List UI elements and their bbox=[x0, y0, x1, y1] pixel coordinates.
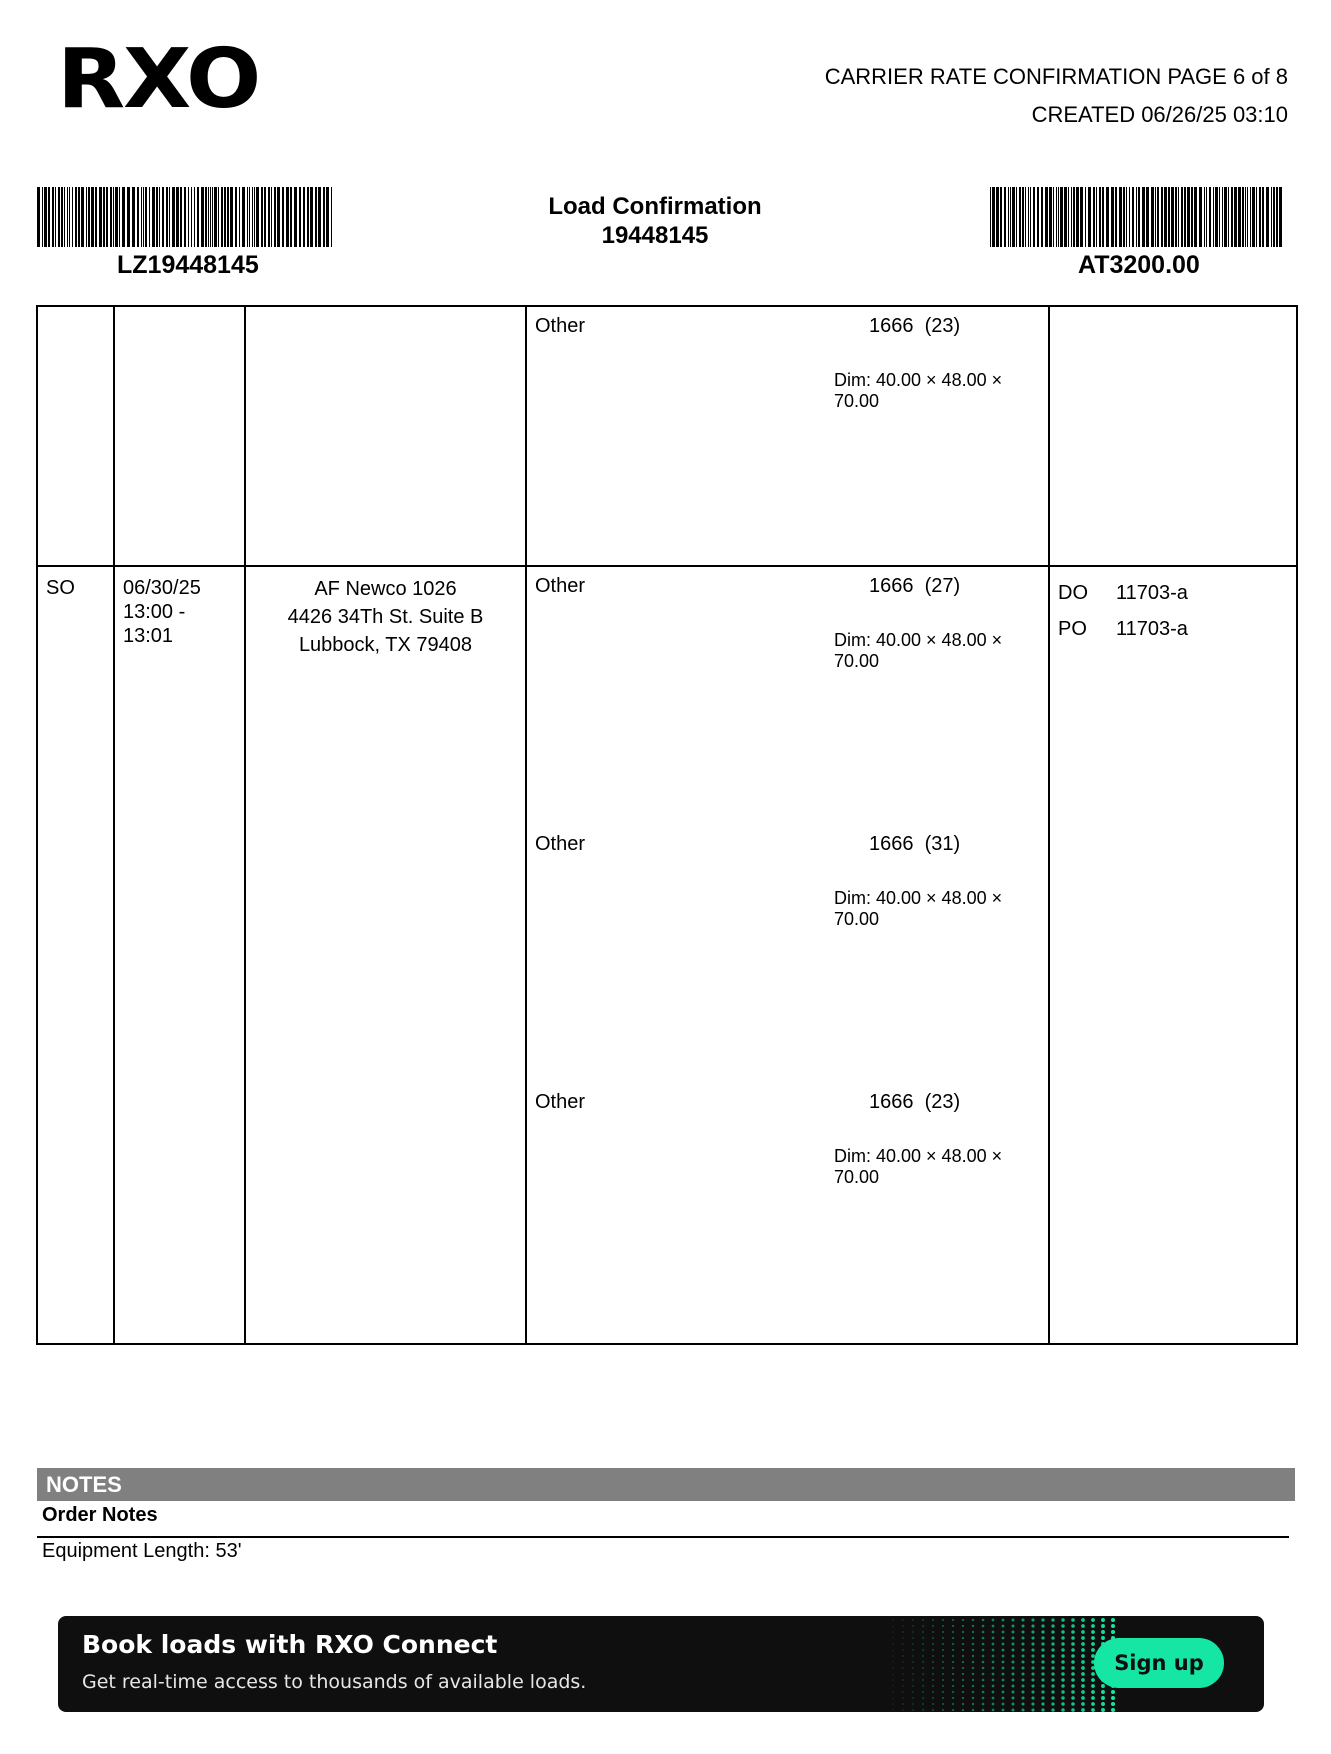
commodity-item bbox=[527, 1083, 1048, 1341]
commodity-cell bbox=[526, 306, 1049, 566]
sign-up-button[interactable]: Sign up bbox=[1094, 1638, 1224, 1688]
location-city: Lubbock, TX 79408 bbox=[298, 634, 473, 656]
commodity-item bbox=[527, 567, 1048, 825]
commodity-dimensions: Dim: 40.00 × 48.00 × 70.00 bbox=[834, 630, 1003, 671]
notes-header: NOTES bbox=[37, 1468, 1295, 1501]
table-row bbox=[37, 566, 1297, 1344]
stop-datetime-cell bbox=[114, 306, 245, 566]
commodity-item bbox=[527, 307, 1048, 565]
commodity-type: Other bbox=[535, 833, 586, 855]
banner-headline: Book loads with RXO Connect bbox=[82, 1630, 498, 1659]
commodity-qty: 1666 (23) bbox=[869, 315, 961, 337]
commodity-qty: 1666 (27) bbox=[869, 575, 961, 597]
stops-table bbox=[36, 305, 1298, 1345]
references-cell bbox=[1049, 566, 1297, 1344]
order-notes-label: Order Notes bbox=[42, 1504, 158, 1526]
commodity-qty: 1666 (23) bbox=[869, 1091, 961, 1113]
banner-subline: Get real-time access to thousands of available loads. bbox=[82, 1671, 587, 1693]
commodity-type: Other bbox=[535, 1091, 586, 1113]
commodity-item bbox=[527, 825, 1048, 1083]
stop-time-end: 13:01 bbox=[123, 625, 174, 647]
stop-type-cell: SO bbox=[37, 566, 114, 1344]
commodity-type: Other bbox=[535, 575, 586, 597]
location-name: AF Newco 1026 bbox=[314, 578, 457, 600]
dot-pattern-decoration bbox=[888, 1616, 1118, 1712]
barcode-right-label: AT3200.00 bbox=[1078, 251, 1200, 279]
commodity-dimensions: Dim: 40.00 × 48.00 × 70.00 bbox=[834, 1146, 1003, 1187]
created-timestamp: CREATED 06/26/25 03:10 bbox=[1031, 102, 1288, 127]
notes-divider bbox=[37, 1536, 1289, 1538]
barcode-left-label: LZ19448145 bbox=[117, 251, 259, 279]
stop-type-cell bbox=[37, 306, 114, 566]
reference-do: DO 11703-a bbox=[1058, 582, 1188, 604]
commodity-type: Other bbox=[535, 315, 586, 337]
reference-po: PO 11703-a bbox=[1058, 618, 1188, 640]
stop-date: 06/30/25 bbox=[123, 577, 201, 599]
stop-location-cell bbox=[245, 306, 526, 566]
equipment-length-note: Equipment Length: 53' bbox=[42, 1540, 242, 1562]
commodity-cell bbox=[526, 566, 1049, 1344]
load-number: 19448145 bbox=[601, 222, 709, 249]
stop-datetime-cell bbox=[114, 566, 245, 1344]
references-cell bbox=[1049, 306, 1297, 566]
table-row bbox=[37, 306, 1297, 566]
rxo-logo: RXO bbox=[57, 32, 260, 127]
load-confirmation-title: Load Confirmation bbox=[548, 193, 762, 220]
document-title: CARRIER RATE CONFIRMATION PAGE 6 of 8 bbox=[824, 64, 1288, 89]
location-address: 4426 34Th St. Suite B bbox=[287, 606, 484, 628]
stop-time: 13:00 - bbox=[123, 601, 186, 623]
stop-location-cell bbox=[245, 566, 526, 1344]
commodity-dimensions: Dim: 40.00 × 48.00 × 70.00 bbox=[834, 888, 1003, 929]
rxo-connect-banner[interactable] bbox=[58, 1616, 1264, 1712]
commodity-qty: 1666 (31) bbox=[869, 833, 961, 855]
commodity-dimensions: Dim: 40.00 × 48.00 × 70.00 bbox=[834, 370, 1003, 411]
